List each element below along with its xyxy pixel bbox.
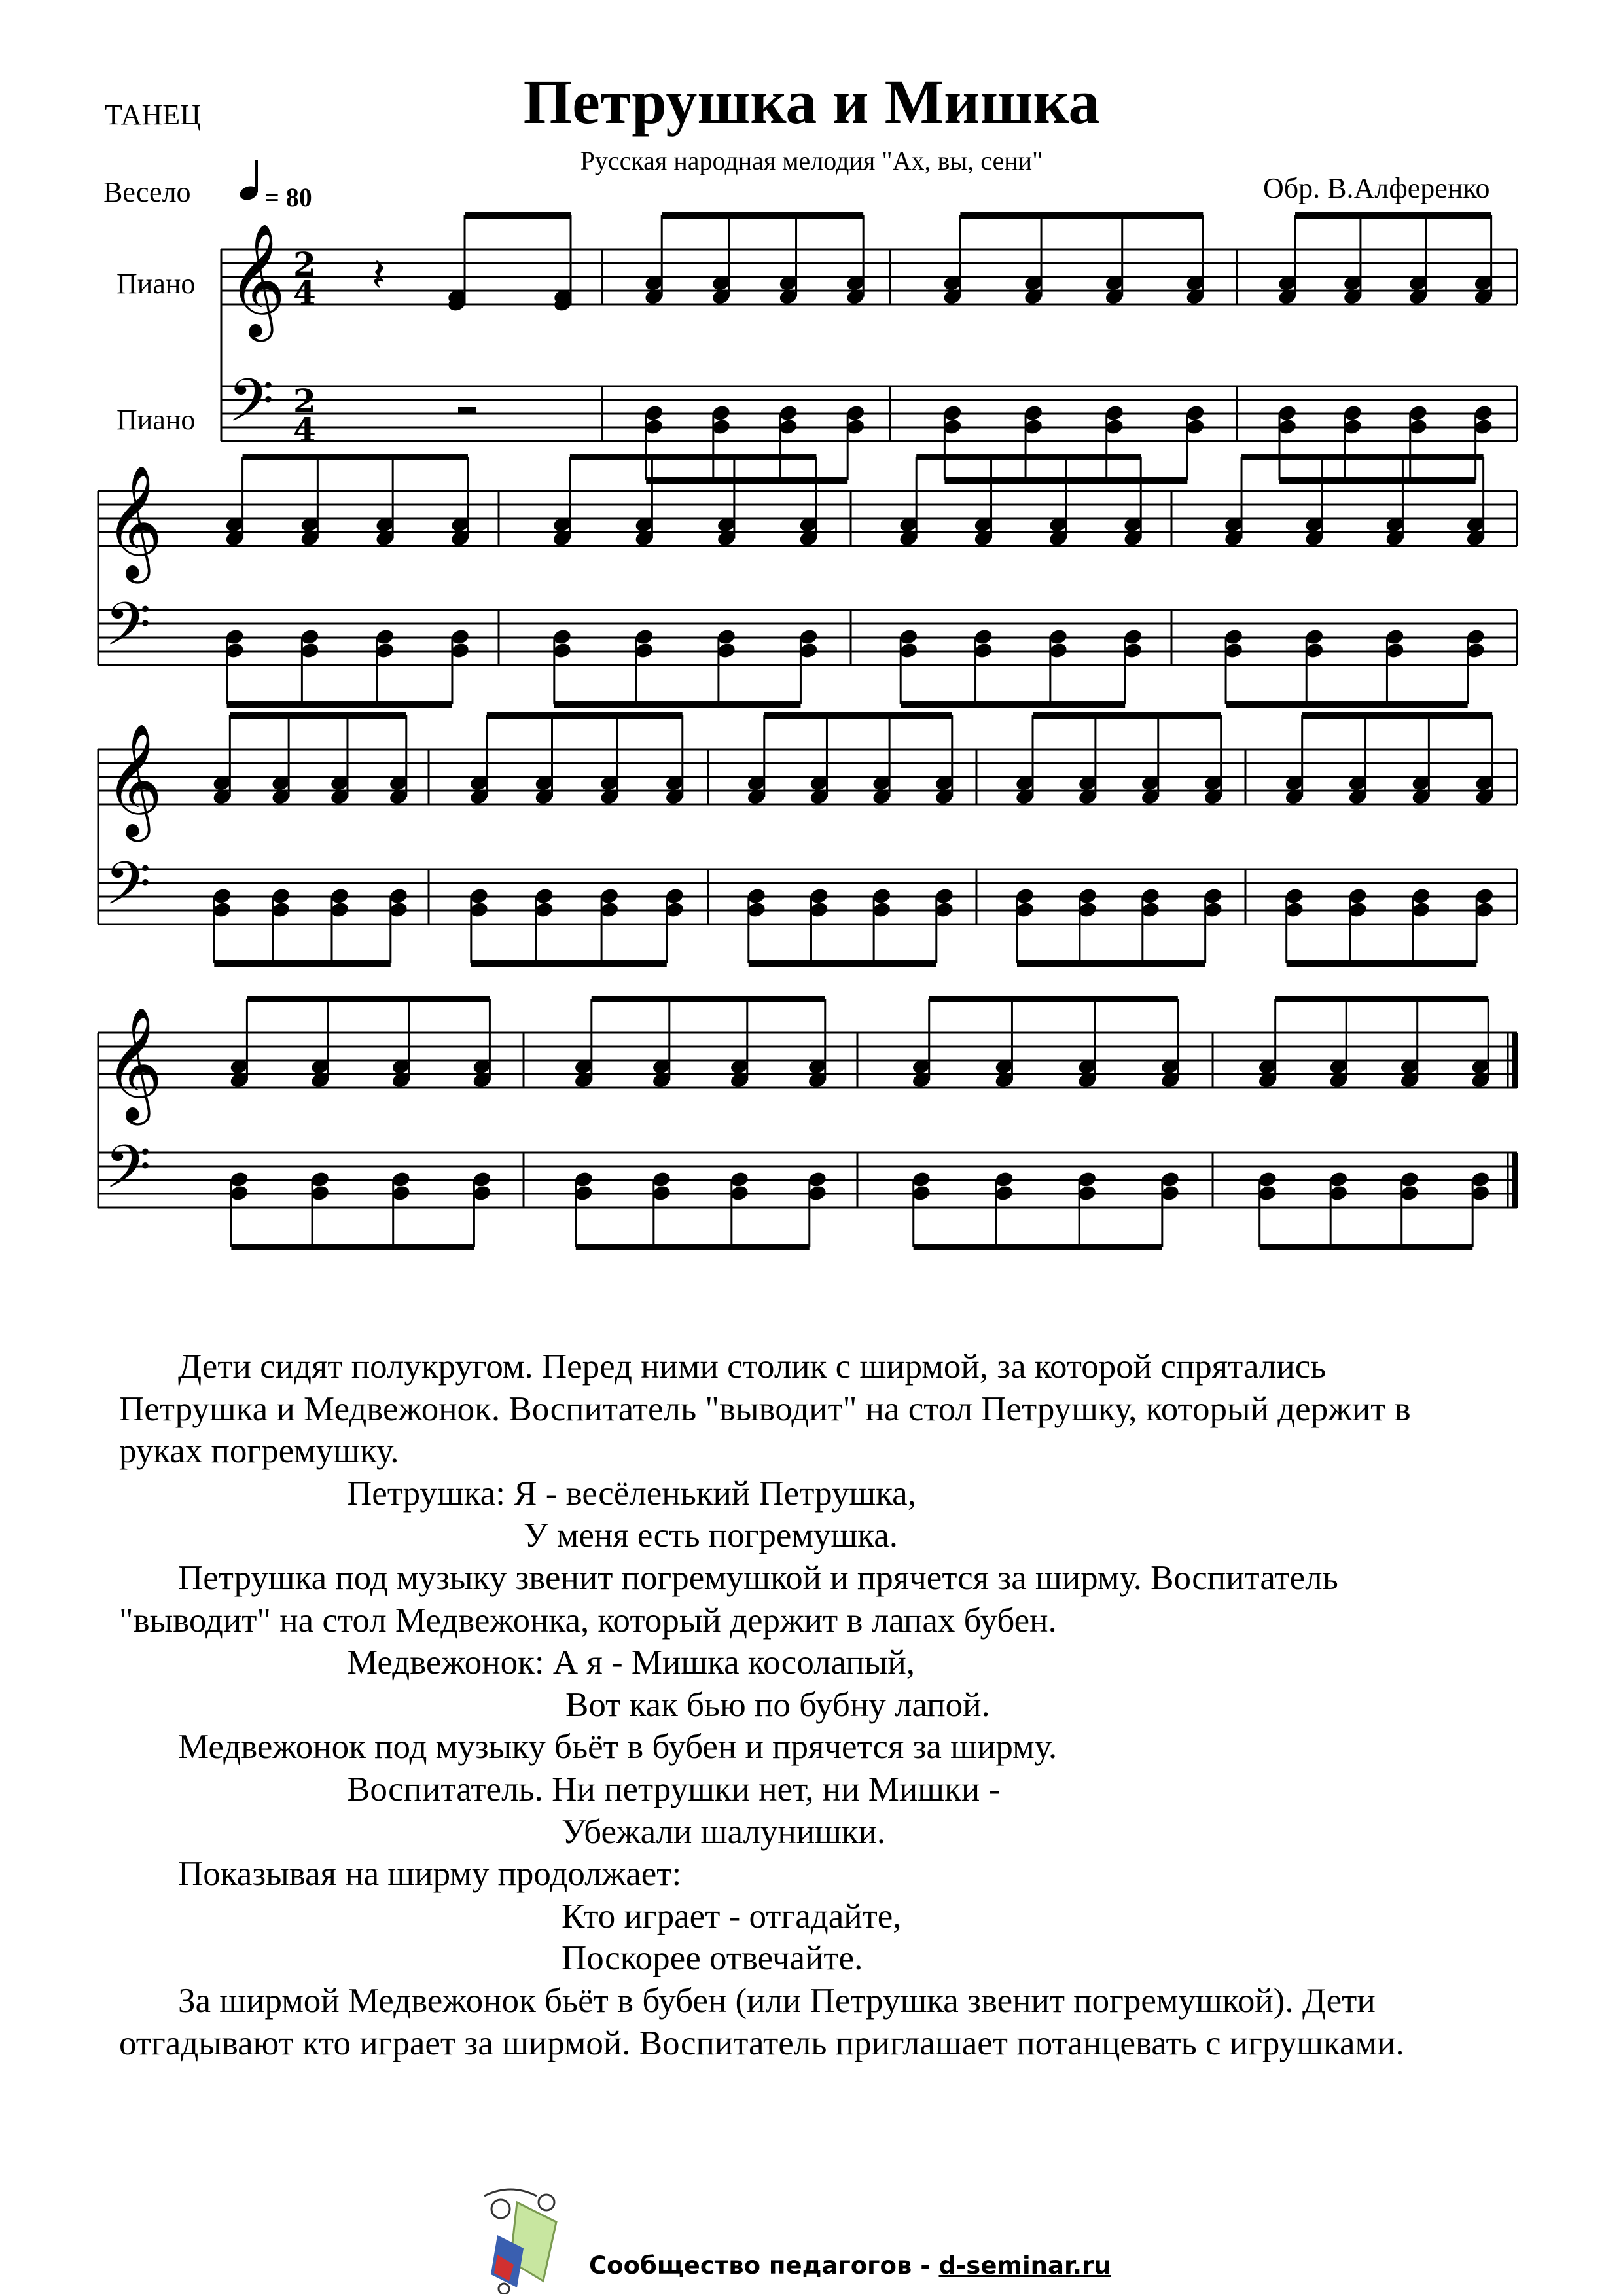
text-line: Воспитатель. Ни петрушки нет, ни Мишки -: [347, 1770, 1001, 1808]
page-title: Петрушка и Мишка: [523, 67, 1100, 137]
bass-clef-icon: 𝄢: [105, 590, 151, 673]
arranger-credit: Обр. В.Алференко: [1263, 172, 1490, 204]
bass-clef-icon: 𝄢: [105, 849, 151, 933]
metronome-note-icon: [238, 160, 259, 202]
score-system: [98, 1007, 1518, 1216]
text-line: Петрушка и Медвежонок. Воспитатель "выводит" на стол Петрушку, который держит в: [119, 1390, 1411, 1428]
tempo-marking: Весело: [103, 176, 191, 208]
score-system: [98, 723, 1517, 933]
treble-clef-icon: 𝄞: [105, 1007, 163, 1121]
text-line: Показывая на ширму продолжает:: [178, 1855, 682, 1893]
text-line: Дети сидят полукругом. Перед ними столик с ширмой, за которой спрятались: [178, 1348, 1327, 1386]
text-line: Петрушка: Я - весёленький Петрушка,: [347, 1474, 916, 1513]
time-signature-bottom: 4: [293, 274, 316, 312]
subtitle: Русская народная мелодия "Ах, вы, сени": [580, 146, 1043, 175]
final-barline-thick: [1512, 1033, 1518, 1088]
quarter-rest-icon: 𝄽: [372, 248, 386, 302]
footer-label: Сообщество педагогов -: [589, 2251, 931, 2280]
text-line: Вот как бью по бубну лапой.: [565, 1685, 990, 1724]
instrument-label-bass: Пиано: [116, 404, 196, 436]
text-line: За ширмой Медвежонок бьёт в бубен (или Петрушка звенит погремушкой). Дети: [178, 1981, 1376, 2020]
lesson-text: [119, 1346, 1533, 2064]
text-line: "выводит" на стол Медвежонка, который держит в лапах бубен.: [119, 1601, 1057, 1640]
text-line: Поскорее отвечайте.: [562, 1939, 863, 1978]
score-system: [221, 223, 1517, 450]
treble-clef-icon: 𝄞: [105, 723, 163, 837]
text-line: Медвежонок: А я - Мишка косолапый,: [347, 1643, 915, 1682]
community-logo: [478, 2183, 569, 2294]
time-signature-top: 2: [293, 245, 316, 283]
genre-label: ТАНЕЦ: [105, 99, 201, 131]
bass-clef-icon: 𝄢: [228, 366, 274, 450]
final-barline-thick: [1512, 1153, 1518, 1208]
footer-link[interactable]: d-seminar.ru: [938, 2251, 1111, 2280]
text-line: Кто играет - отгадайте,: [562, 1897, 902, 1935]
time-signature-top: 2: [293, 382, 316, 420]
bass-clef-icon: 𝄢: [105, 1132, 151, 1216]
text-line: Петрушка под музыку звенит погремушкой и прячется за ширму. Воспитатель: [178, 1558, 1338, 1597]
instrument-label-treble: Пиано: [116, 268, 196, 300]
text-line: отгадывают кто играет за ширмой. Воспитатель приглашает потанцевать с игрушками.: [119, 2024, 1404, 2062]
time-signature-bottom: 4: [293, 410, 316, 449]
text-line: руках погремушку.: [119, 1432, 399, 1471]
treble-clef-icon: 𝄞: [105, 465, 163, 579]
footer: [589, 2251, 1111, 2280]
text-line: Убежали шалунишки.: [562, 1812, 886, 1851]
whole-rest-icon: [458, 407, 476, 414]
text-line: Медвежонок под музыку бьёт в бубен и прячется за ширму.: [178, 1728, 1058, 1767]
treble-clef-icon: 𝄞: [228, 223, 286, 337]
metronome-value: = 80: [264, 183, 312, 212]
text-line: У меня есть погремушка.: [524, 1516, 898, 1555]
